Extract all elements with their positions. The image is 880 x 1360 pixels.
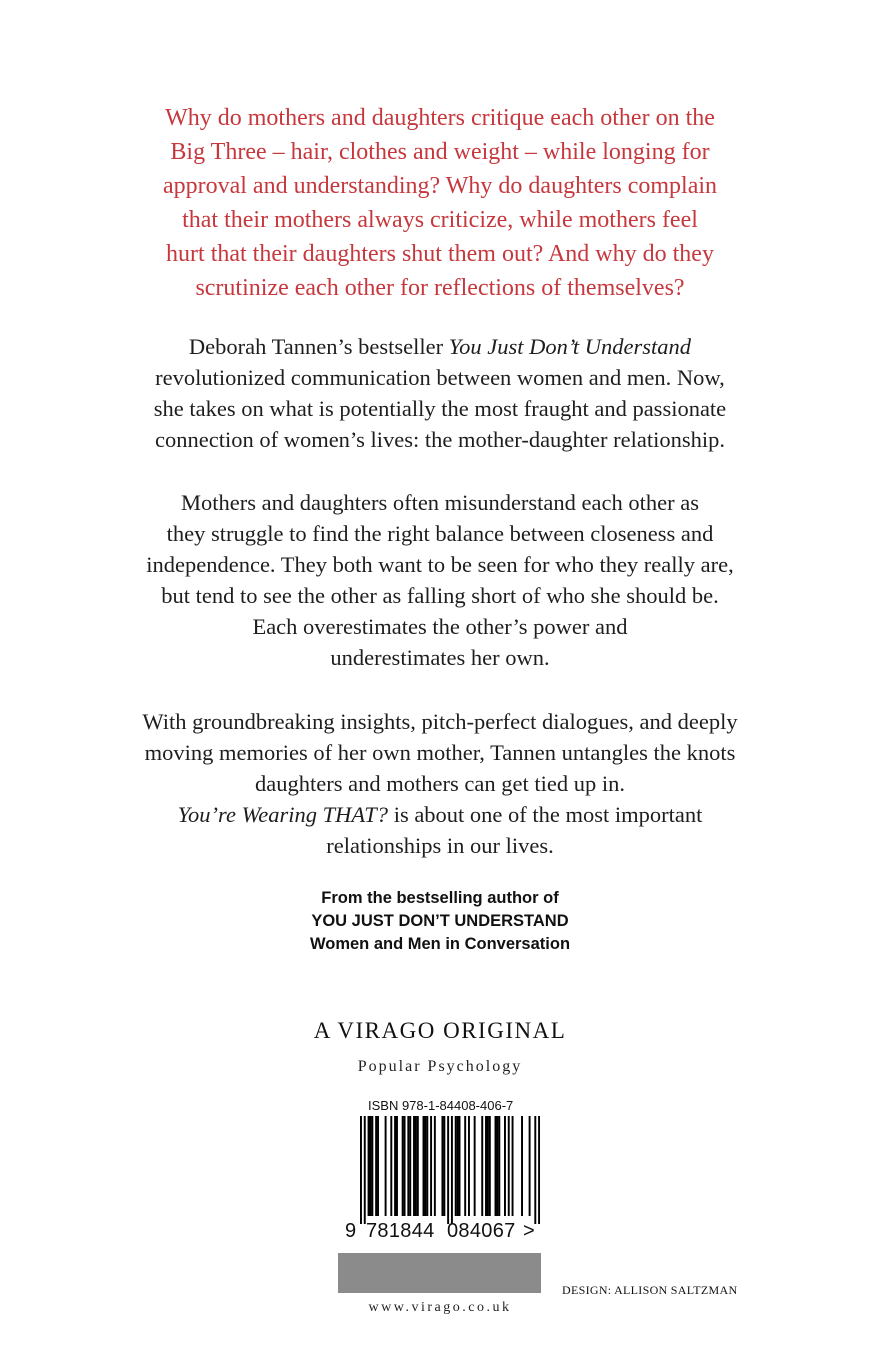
blurb-line: that their mothers always criticize, while mothers feel	[182, 207, 698, 233]
paragraph-line: she takes on what is potentially the most fraught and passionate	[153, 396, 727, 421]
barcode-bar	[417, 1116, 419, 1216]
barcode-bar	[396, 1116, 398, 1216]
barcode-left-digits: 781844	[366, 1220, 435, 1242]
barcode-bar	[481, 1116, 483, 1216]
barcode-bar	[521, 1116, 523, 1216]
paragraph-line: independence. They both want to be seen for who they really are,	[146, 552, 734, 577]
barcode-bar	[534, 1116, 536, 1224]
barcode-bar	[430, 1116, 432, 1216]
barcode-bar	[426, 1116, 428, 1216]
blurb-line: Why do mothers and daughters critique each other on the	[165, 105, 715, 131]
barcode-bar	[464, 1116, 466, 1216]
barcode-bar	[468, 1116, 470, 1216]
design-credit: DESIGN: ALLISON SALTZMAN	[562, 1283, 738, 1297]
blurb-line: Big Three – hair, clothes and weight – while longing for	[170, 139, 710, 165]
barcode-bar	[485, 1116, 487, 1216]
barcode-bar	[447, 1116, 449, 1224]
paragraph-line: moving memories of her own mother, Tannen untangles the knots	[144, 740, 736, 765]
barcode-bar	[512, 1116, 514, 1216]
author-credit	[0, 887, 880, 956]
barcode-bar	[508, 1116, 510, 1216]
barcode-bar	[369, 1116, 371, 1216]
barcode-bar	[409, 1116, 411, 1216]
barcode-bar	[504, 1116, 506, 1216]
paragraph-line: daughters and mothers can get tied up in.	[255, 771, 625, 796]
paragraph-line: Mothers and daughters often misunderstand each other as	[181, 490, 699, 515]
barcode-right-digits: 084067	[447, 1220, 516, 1242]
paragraph-line: they struggle to find the right balance between closeness and	[166, 521, 714, 546]
barcode-bar	[487, 1116, 489, 1216]
barcode-bar	[529, 1116, 531, 1216]
blurb-questions	[0, 101, 880, 305]
barcode-first-digit: 9	[345, 1220, 357, 1242]
paragraph-line: underestimates her own.	[330, 645, 550, 670]
barcode-bar	[496, 1116, 498, 1216]
barcode-bar	[364, 1116, 366, 1224]
barcode-bar	[474, 1116, 476, 1216]
barcode-bar	[434, 1116, 436, 1216]
barcode-bar	[404, 1116, 406, 1216]
barcode	[340, 1116, 540, 1224]
paragraph-text: is about one of the most important	[388, 802, 703, 827]
author-credit-line: Women and Men in Conversation	[309, 935, 571, 953]
barcode-bar	[498, 1116, 500, 1216]
barcode-bar	[424, 1116, 426, 1216]
paragraph-line	[0, 799, 880, 830]
blurb-line: hurt that their daughters shut them out? And why do they	[166, 241, 714, 267]
barcode-bar	[407, 1116, 409, 1216]
paragraph-line: but tend to see the other as falling short of who she should be.	[161, 583, 719, 608]
paragraph-line: With groundbreaking insights, pitch-perfect dialogues, and deeply	[142, 709, 738, 734]
barcode-bar	[423, 1116, 425, 1216]
description-paragraph-2	[0, 487, 880, 673]
barcode-bar	[443, 1116, 445, 1216]
barcode-bar	[360, 1116, 362, 1224]
blurb-line: approval and understanding? Why do daughters complain	[162, 173, 718, 199]
barcode-bar	[371, 1116, 373, 1216]
barcode-bar	[377, 1116, 379, 1216]
barcode-bar	[402, 1116, 404, 1216]
website-url: www.virago.co.uk	[368, 1300, 512, 1315]
barcode-bar	[457, 1116, 459, 1216]
barcode-bar	[495, 1116, 497, 1216]
author-credit-line: YOU JUST DON’T UNDERSTAND	[311, 912, 569, 930]
paragraph-line	[0, 331, 880, 362]
description-paragraph-1	[0, 331, 880, 455]
barcode-bar	[455, 1116, 457, 1216]
barcode-bar	[489, 1116, 491, 1216]
barcode-bar	[459, 1116, 461, 1216]
barcode-bar	[415, 1116, 417, 1216]
author-credit-line: From the bestselling author of	[321, 889, 559, 907]
imprint-label: A VIRAGO ORIGINAL	[313, 1018, 567, 1043]
blurb-line: scrutinize each other for reflections of themselves?	[195, 275, 685, 301]
barcode-end-mark: >	[523, 1220, 535, 1242]
price-box	[338, 1253, 541, 1293]
paragraph-text: Deborah Tannen’s bestseller	[188, 334, 449, 359]
barcode-bar	[413, 1116, 415, 1216]
barcode-bar	[368, 1116, 370, 1216]
paragraph-line: Each overestimates the other’s power and	[252, 614, 628, 639]
paragraph-line: relationships in our lives.	[326, 833, 554, 858]
barcode-bar	[390, 1116, 392, 1216]
barcode-bar	[375, 1116, 377, 1216]
barcode-bar	[441, 1116, 443, 1216]
paragraph-line: connection of women’s lives: the mother-daughter relationship.	[154, 427, 726, 452]
paragraph-line: revolutionized communication between women and men. Now,	[155, 365, 725, 390]
barcode-bar	[394, 1116, 396, 1216]
description-paragraph-3	[0, 706, 880, 861]
barcode-bar	[385, 1116, 387, 1216]
barcode-bar	[538, 1116, 540, 1224]
book-title-italic: You Just Don’t Understand	[448, 334, 692, 359]
isbn-label: ISBN 978-1-84408-406-7	[368, 1098, 514, 1113]
barcode-bar	[451, 1116, 453, 1224]
book-title-italic: You’re Wearing THAT?	[177, 802, 389, 827]
category-label: Popular Psychology	[357, 1058, 523, 1075]
